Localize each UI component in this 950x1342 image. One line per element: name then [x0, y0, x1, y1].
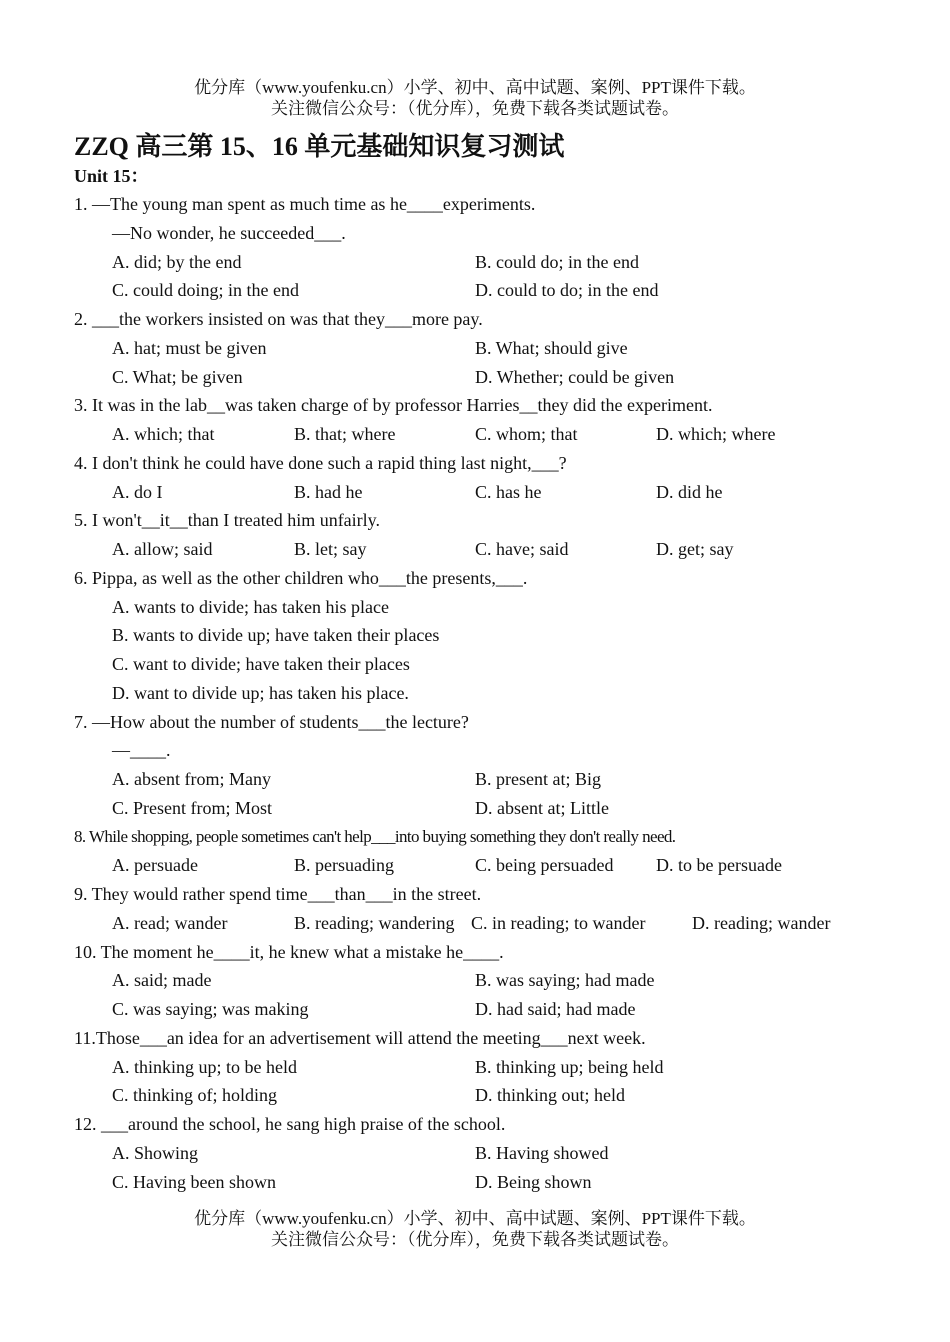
- footer-line-2: 关注微信公众号：（优分库），免费下载各类试题试卷。: [271, 1230, 679, 1249]
- question-stem-reply: —____.: [112, 740, 171, 761]
- option-b: B. let; say: [294, 539, 367, 559]
- option-row: [74, 851, 874, 880]
- option-c: C. What; be given: [112, 366, 243, 387]
- question-stem: 2. ___the workers insisted on was that they___more pay.: [74, 309, 483, 329]
- option-b: B. wants to divide up; have taken their places: [112, 625, 440, 646]
- option-a: A. did; by the end: [112, 251, 242, 272]
- option-row: [74, 1053, 874, 1082]
- option-d: D. which; where: [656, 424, 776, 444]
- question-stem: 1. —The young man spent as much time as he____experiments.: [74, 194, 536, 214]
- option-c: C. being persuaded: [475, 855, 614, 876]
- page-footer: [0, 1208, 950, 1250]
- option-b: B. What; should give: [475, 337, 628, 358]
- question-list: [74, 190, 874, 1196]
- option-d: D. did he: [656, 481, 723, 502]
- option-a: A. Showing: [112, 1142, 199, 1163]
- option-d: D. absent at; Little: [475, 797, 609, 818]
- option-row: [74, 478, 874, 507]
- option-d: D. to be persuade: [656, 855, 782, 876]
- option-a: A. read; wander: [112, 912, 228, 933]
- option-c: C. have; said: [475, 539, 569, 559]
- option-b: B. that; where: [294, 424, 396, 444]
- option-a: A. said; made: [112, 970, 212, 991]
- option-row: [74, 593, 874, 622]
- page-title: ZZQ 高三第 15、16 单元基础知识复习测试: [74, 132, 565, 161]
- footer-line-1: 优分库（www.youfenku.cn）小学、初中、高中试题、案例、PPT课件下载。: [194, 1209, 756, 1228]
- option-row: [74, 679, 874, 708]
- option-row: [74, 650, 874, 679]
- option-row: [74, 248, 874, 277]
- option-c: C. whom; that: [475, 424, 578, 444]
- option-d: D. get; say: [656, 539, 734, 559]
- option-c: C. want to divide; have taken their places: [112, 654, 410, 674]
- option-c: C. has he: [475, 481, 542, 502]
- option-row: [74, 1168, 874, 1197]
- question-stem: 9. They would rather spend time___than___in the street.: [74, 884, 482, 904]
- option-c: C. was saying; was making: [112, 999, 309, 1019]
- question-stem: 7. —How about the number of students___the lecture?: [74, 711, 469, 732]
- option-d: D. Whether; could be given: [475, 366, 675, 387]
- option-b: B. Having showed: [475, 1142, 609, 1163]
- question-stem: 5. I won't__it__than I treated him unfairly.: [74, 510, 380, 531]
- option-row: [74, 363, 874, 392]
- option-b: B. reading; wandering: [294, 912, 455, 933]
- option-b: B. was saying; had made: [475, 970, 655, 991]
- option-b: B. present at; Big: [475, 769, 601, 789]
- question-stem: 6. Pippa, as well as the other children who___the presents,___.: [74, 567, 528, 588]
- option-row: [74, 794, 874, 823]
- option-row: [74, 621, 874, 650]
- unit-heading: Unit 15：: [74, 166, 149, 186]
- question-stem: 12. ___around the school, he sang high praise of the school.: [74, 1114, 506, 1134]
- option-a: A. thinking up; to be held: [112, 1056, 297, 1077]
- option-a: A. do I: [112, 481, 163, 502]
- question-stem: 4. I don't think he could have done such a rapid thing last night,___?: [74, 452, 567, 473]
- option-a: A. allow; said: [112, 539, 213, 559]
- option-b: B. could do; in the end: [475, 251, 639, 272]
- question-stem-reply: —No wonder, he succeeded___.: [112, 222, 346, 243]
- option-d: D. thinking out; held: [475, 1085, 625, 1106]
- option-row: [74, 535, 874, 564]
- option-row: [74, 995, 874, 1024]
- option-row: [74, 1139, 874, 1168]
- option-a: A. hat; must be given: [112, 337, 267, 358]
- option-a: A. absent from; Many: [112, 769, 271, 789]
- option-c: C. in reading; to wander: [471, 912, 646, 933]
- question-stem: 8. While shopping, people sometimes can't help___into buying something they don't really need.: [74, 826, 676, 846]
- option-a: A. which; that: [112, 424, 215, 444]
- question-stem: 3. It was in the lab__was taken charge of by professor Harries__they did the experiment.: [74, 395, 713, 416]
- option-d: D. reading; wander: [692, 912, 831, 933]
- option-row: [74, 966, 874, 995]
- option-d: D. want to divide up; has taken his place.: [112, 682, 409, 703]
- option-c: C. Having been shown: [112, 1171, 276, 1192]
- question-stem: 10. The moment he____it, he knew what a mistake he____.: [74, 941, 504, 962]
- option-row: [74, 276, 874, 305]
- question-stem: 11.Those___an idea for an advertisement will attend the meeting___next week.: [74, 1027, 646, 1048]
- option-c: C. could doing; in the end: [112, 280, 299, 301]
- header-line-1: 优分库（www.youfenku.cn）小学、初中、高中试题、案例、PPT课件下载。: [194, 78, 756, 97]
- option-d: D. had said; had made: [475, 999, 636, 1019]
- option-c: C. thinking of; holding: [112, 1085, 278, 1106]
- option-d: D. could to do; in the end: [475, 280, 659, 301]
- option-b: B. thinking up; being held: [475, 1056, 664, 1077]
- header-line-2: 关注微信公众号：（优分库），免费下载各类试题试卷。: [271, 99, 679, 118]
- option-b: B. had he: [294, 481, 363, 502]
- option-row: [74, 420, 874, 449]
- option-c: C. Present from; Most: [112, 797, 272, 818]
- option-row: [74, 765, 874, 794]
- option-row: [74, 334, 874, 363]
- option-d: D. Being shown: [475, 1171, 592, 1192]
- option-a: A. wants to divide; has taken his place: [112, 596, 389, 617]
- page-header: [0, 77, 950, 119]
- option-a: A. persuade: [112, 855, 198, 876]
- option-row: [74, 1081, 874, 1110]
- option-row: [74, 909, 874, 938]
- option-b: B. persuading: [294, 855, 394, 876]
